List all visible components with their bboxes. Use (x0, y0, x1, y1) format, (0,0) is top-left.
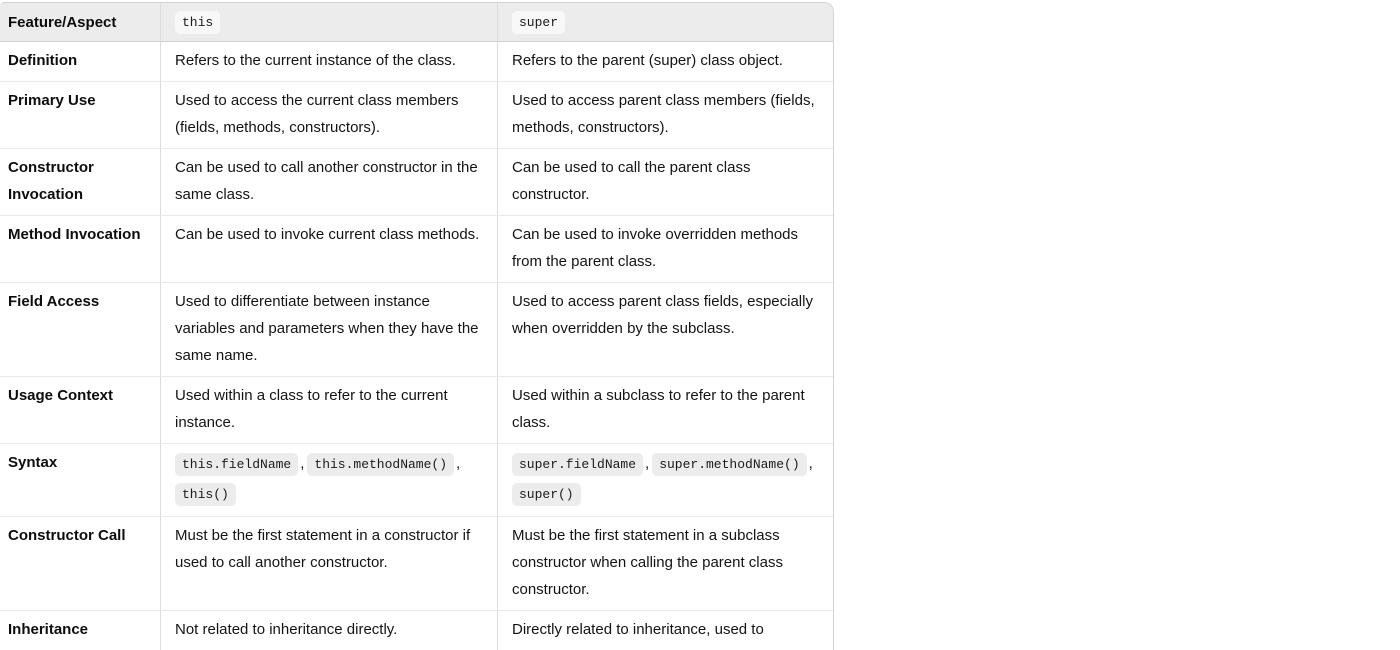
feature-cell: Constructor Call (8, 527, 126, 544)
code-chip: super() (512, 483, 581, 506)
super-code-chip: super (512, 11, 565, 34)
this-cell: Used within a class to refer to the current instance. (160, 377, 497, 443)
super-cell (497, 444, 833, 516)
table-row (0, 215, 833, 282)
header-cell-this (160, 3, 497, 41)
header-cell-super (497, 3, 833, 41)
super-cell: Used to access parent class fields, especially when overridden by the subclass. (497, 283, 833, 376)
table-row (0, 516, 833, 610)
comparison-table (0, 2, 834, 650)
chip-separator: , (300, 455, 305, 472)
this-cell: Must be the first statement in a constructor if used to call another constructor. (160, 517, 497, 610)
header-cell-feature-aspect: Feature/Aspect (8, 13, 117, 31)
code-chip: super.fieldName (512, 453, 643, 476)
table-header-row (0, 3, 833, 41)
chip-separator: , (808, 455, 813, 472)
this-code-chip: this (175, 11, 220, 34)
super-cell: Can be used to call the parent class constructor. (497, 149, 833, 215)
table-row (0, 376, 833, 443)
table-body (0, 41, 833, 650)
table-row (0, 282, 833, 376)
super-cell: Used within a subclass to refer to the parent class. (497, 377, 833, 443)
table-row (0, 148, 833, 215)
super-cell: Refers to the parent (super) class object. (497, 42, 833, 81)
this-cell: Can be used to invoke current class methods. (160, 216, 497, 282)
this-cell: Can be used to call another constructor in the same class. (160, 149, 497, 215)
feature-cell: Inheritance (8, 621, 89, 638)
this-cell: Refers to the current instance of the class. (160, 42, 497, 81)
table-row (0, 443, 833, 516)
this-cell: Not related to inheritance directly. (160, 611, 497, 650)
super-cell: Directly related to inheritance, used to (497, 611, 833, 650)
feature-cell: Usage Context (8, 387, 114, 404)
this-cell: Used to access the current class members (fields, methods, constructors). (160, 82, 497, 148)
feature-cell: Syntax (8, 454, 58, 471)
table-row (0, 81, 833, 148)
code-chip: super.methodName() (652, 453, 806, 476)
feature-cell: Constructor Invocation (8, 159, 94, 203)
code-chip: this.fieldName (175, 453, 298, 476)
super-cell: Used to access parent class members (fields, methods, constructors). (497, 82, 833, 148)
feature-cell: Method Invocation (8, 226, 141, 243)
code-chip: this.methodName() (307, 453, 454, 476)
table-row (0, 41, 833, 81)
super-cell: Can be used to invoke overridden methods from the parent class. (497, 216, 833, 282)
table-row (0, 610, 833, 650)
chip-separator: , (456, 455, 461, 472)
chip-separator: , (645, 455, 650, 472)
super-cell: Must be the first statement in a subclass constructor when calling the parent class constructor. (497, 517, 833, 610)
code-chip: this() (175, 483, 236, 506)
this-cell (160, 444, 497, 516)
feature-cell: Definition (8, 52, 78, 69)
feature-cell: Field Access (8, 293, 100, 310)
feature-cell: Primary Use (8, 92, 96, 109)
this-cell: Used to differentiate between instance variables and parameters when they have the same name. (160, 283, 497, 376)
